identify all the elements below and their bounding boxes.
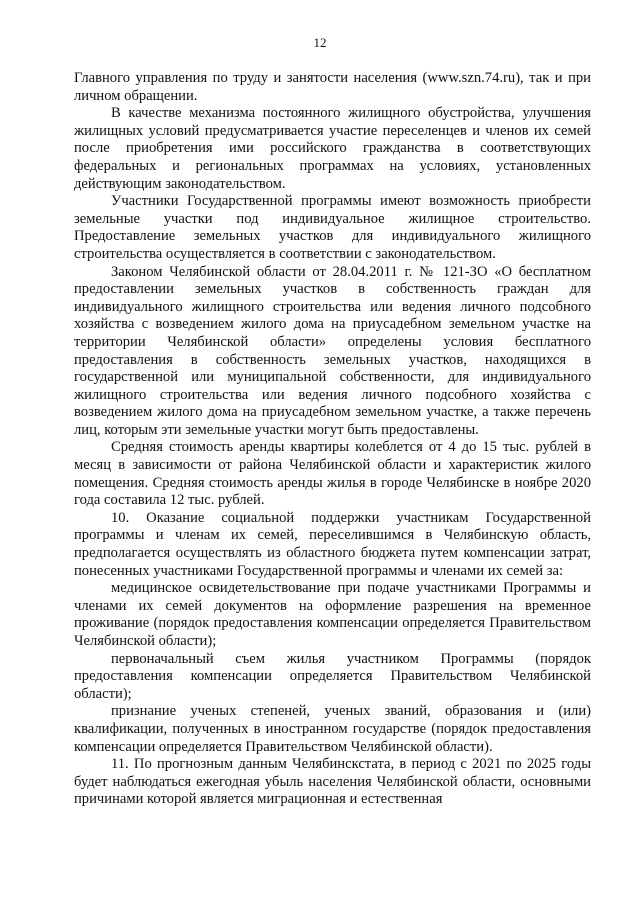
paragraph-regional-law: Законом Челябинской области от 28.04.2011 г. № 121-ЗО «О бесплатном предоставлении земельных участков в собственность граждан для индивидуального жилищного строительства или ведения личного подсобного хозяйства с возведением жилого дома на приусадебном земельном участке на территории Челябинской области» определены условия бесплатного предоставления в собственность земельных участков, находящихся в государственной или муниципальной собственности, для индивидуального жилищного строительства или ведения личного подсобного хозяйства с возведением жилого дома на приусадебном земельном участке, а также перечень лиц, которым эти земельные участки могут быть предоставлены. (74, 263, 591, 438)
document-body (74, 70, 591, 809)
list-item-rent: первоначальный съем жилья участником Программы (порядок предоставления компенсации определяется Правительством Челябинской области); (74, 650, 591, 702)
paragraph-rent-cost: Средняя стоимость аренды квартиры колеблется от 4 до 15 тыс. рублей в месяц в зависимости от района Челябинской области и характеристик жилого помещения. Средняя стоимость аренды жилья в городе Челябинске в ноябре 2020 года составила 12 тыс. рублей. (74, 439, 591, 509)
paragraph-housing: В качестве механизма постоянного жилищного обустройства, улучшения жилищных условий предусматривается участие переселенцев и членов их семей после приобретения ими российского гражданства в соответствующих федеральных и региональных программах на условиях, установленных действующим законодательством. (74, 105, 591, 192)
paragraph-item-10: 10. Оказание социальной поддержки участникам Государственной программы и членам их семей, переселившимся в Челябинскую область, предполагается осуществлять из областного бюджета путем компенсации затрат, понесенных участниками Государственной программы и членами их семей за: (74, 509, 591, 579)
paragraph-item-11: 11. По прогнозным данным Челябинскстата, в период с 2021 по 2025 годы будет наблюдаться ежегодная убыль населения Челябинской области, основными причинами которой является миграционная и естественная (74, 756, 591, 808)
page-number: 12 (313, 35, 327, 50)
paragraph-continuation: Главного управления по труду и занятости населения (www.szn.74.ru), так и при личном обращении. (74, 70, 591, 104)
list-item-degrees: признание ученых степеней, ученых званий, образования и (или) квалификации, полученных в иностранном государстве (порядок предоставления компенсации определяется Правительством Челябинской области). (74, 703, 591, 755)
list-item-medical: медицинское освидетельствование при подаче участниками Программы и членами их семей документов на оформление разрешения на временное проживание (порядок предоставления компенсации определяется Правительством Челябинской области); (74, 580, 591, 649)
paragraph-land-plots: Участники Государственной программы имеют возможность приобрести земельные участки под индивидуальное жилищное строительство. Предоставление земельных участков для индивидуального жилищного строительства осуществляется в соответствии с законодательством. (74, 193, 591, 262)
